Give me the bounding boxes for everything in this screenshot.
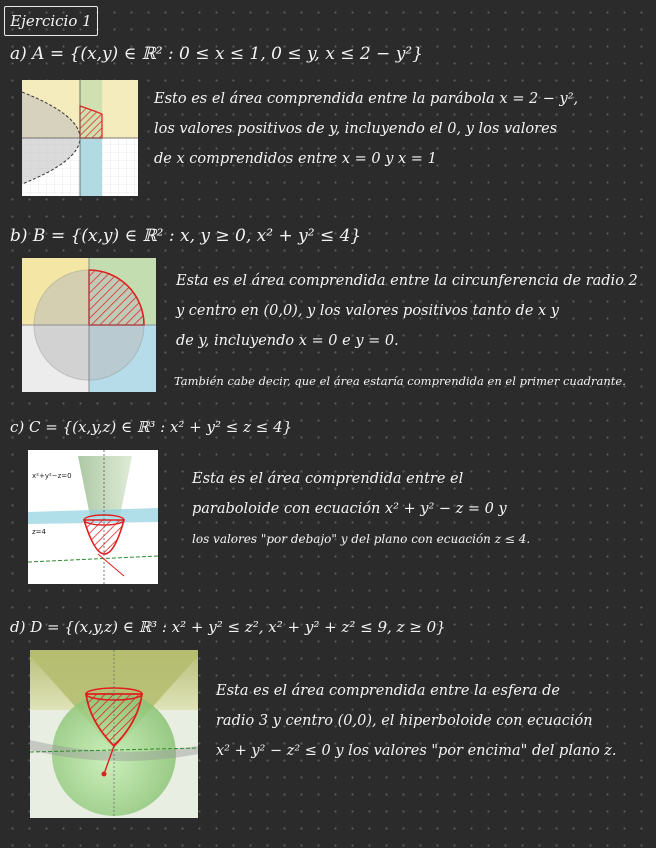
text-a xyxy=(154,84,650,174)
heading-c: c) C = {(x,y,z) ∈ ℝ³ : x² + y² ≤ z ≤ 4} xyxy=(10,418,293,436)
text-b xyxy=(176,266,650,356)
text-d-line-1: Esta es el área comprendida entre la esfera de xyxy=(216,683,560,699)
heading-a: a) A = {(x,y) ∈ ℝ² : 0 ≤ x ≤ 1, 0 ≤ y, x ≤ 2 − y²} xyxy=(10,44,423,64)
text-a-line-2: los valores positivos de y, incluyendo el 0, y los valores xyxy=(154,121,558,137)
text-b-line-2: y centro en (0,0), y los valores positivos tanto de x y xyxy=(176,303,559,319)
heading-b: b) B = {(x,y) ∈ ℝ² : x, y ≥ 0, x² + y² ≤ 4} xyxy=(10,226,362,246)
text-a-line-1: Esto es el área comprendida entre la parábola x = 2 − y², xyxy=(154,91,579,107)
text-d-line-2: radio 3 y centro (0,0), el hiperboloide con ecuación xyxy=(216,713,593,729)
text-d xyxy=(216,676,652,766)
figure-d-sphere-cone xyxy=(30,650,198,818)
text-b-line-1: Esta es el área comprendida entre la circunferencia de radio 2 xyxy=(176,273,638,289)
heading-d: d) D = {(x,y,z) ∈ ℝ³ : x² + y² ≤ z², x² + y² + z² ≤ 9, z ≥ 0} xyxy=(10,618,446,636)
text-c-line-3: los valores "por debajo" y del plano con ecuación z ≤ 4. xyxy=(192,532,531,546)
text-a-line-3: de x comprendidos entre x = 0 y x = 1 xyxy=(154,151,437,167)
figure-c-label-paraboloid: x²+y²−z=0 xyxy=(32,472,72,480)
figure-c-label-plane: z=4 xyxy=(32,528,46,536)
text-b-line-3: de y, incluyendo x = 0 e y = 0. xyxy=(176,333,399,349)
text-c-line-1: Esta es el área comprendida entre el xyxy=(192,471,464,487)
figure-c-paraboloid xyxy=(28,450,158,584)
text-d-line-3: x² + y² − z² ≤ 0 y los valores "por encima" del plano z. xyxy=(216,743,617,759)
text-c xyxy=(192,464,652,554)
exercise-title: Ejercicio 1 xyxy=(4,6,98,36)
text-b-note: También cabe decir, que el área estaría comprendida en el primer cuadrante. xyxy=(174,374,626,388)
figure-b-quarter-circle xyxy=(22,258,156,392)
figure-a-parabola-region xyxy=(22,80,138,196)
text-c-line-2: paraboloide con ecuación x² + y² − z = 0 y xyxy=(192,501,507,517)
